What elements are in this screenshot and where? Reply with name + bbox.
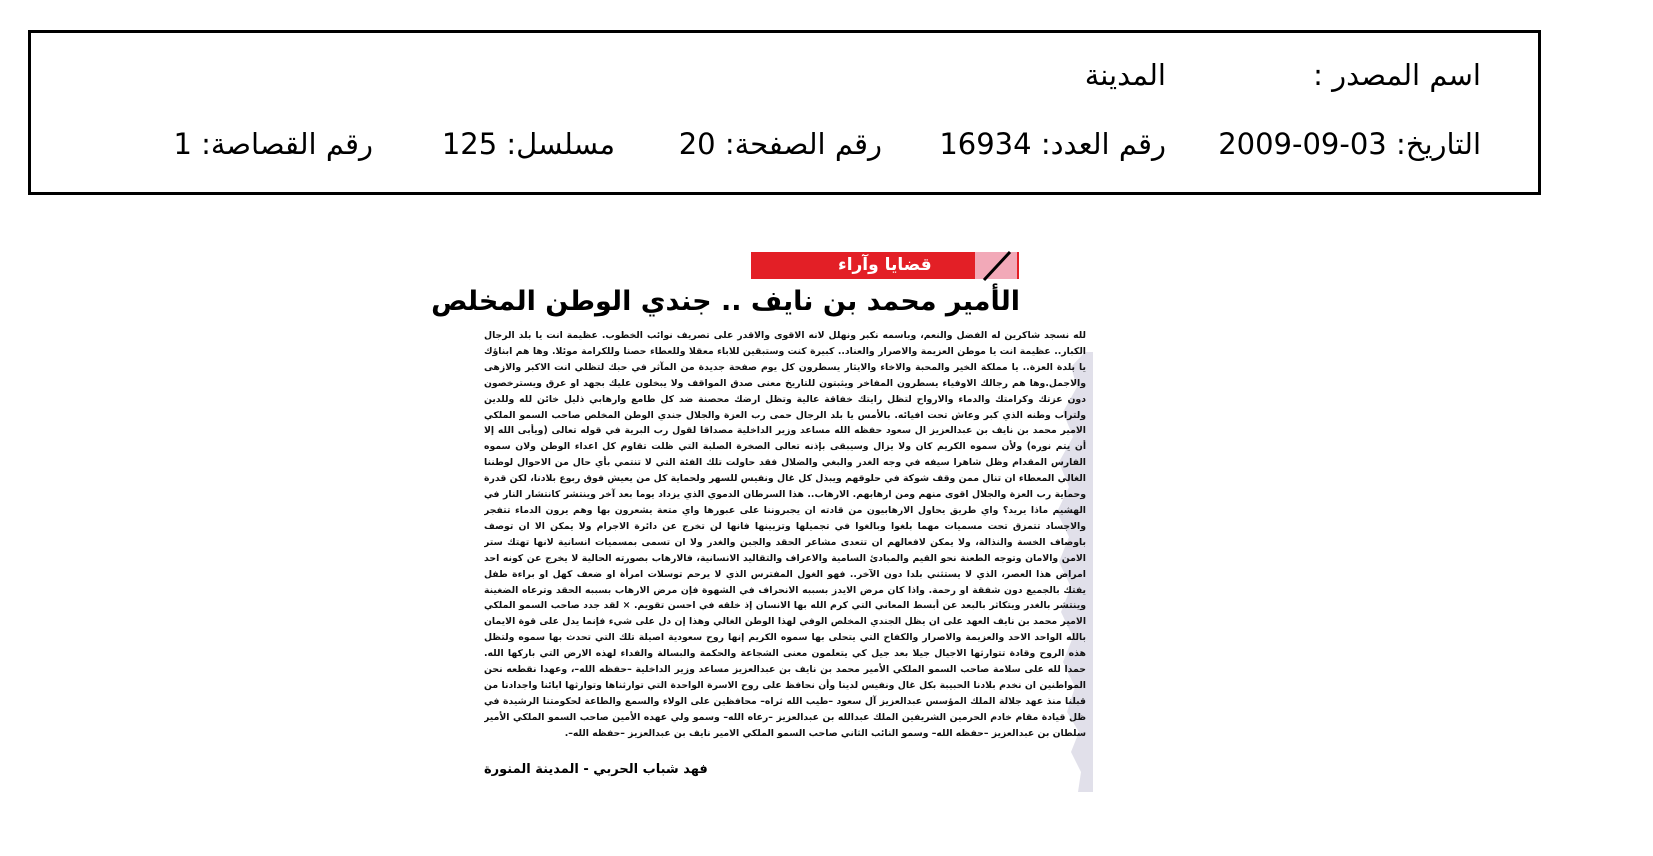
serial-field <box>441 127 615 161</box>
article-body: لله نسجد شاكرين له الفضل والنعم، وباسمه نكبر ونهلل لانه الاقوى والاقدر على تصريف نوائب الخطوب. عظيمة انت يا بلد الرجال الكبار.. عظيمة انت يا موطن العزيمة والاصرار والعناد.. كبيرة كنت وستبقين للاباء معقلا وللعطاء حصنا وللكرامة موئلا. وها هم ابناؤك يا بلدة العزة.. يا مملكة الخير والمحبة والاخاء والايثار يسطرون كل يوم صفحة جديدة من المآثر في حبك لتظلي انت الاكبر والازهى والاجمل.وها هم رجالك الاوفياء يسطرون المفاخر ويثبتون للتاريخ معنى صدق المواقف ولا يبخلون عليك بجهد او عرق ويسترخصون دون عزتك وكرامتك والدماء والارواح لتظل رايتك خفاقة عالية وتظل ارضك محصنة ضد كل طامع وارهابي ذليل خائن لله وللدين ولتراب وطنه الذي كبر وعاش تحت افيائه. بالأمس يا بلد الرجال حمى رب العزة والجلال جندي الوطن المخلص صاحب السمو الملكي الامير محمد بن نايف بن عبدالعزيز ال سعود حفظه الله مساعد وزير الداخلية مصداقا لقول رب البرية في قوله تعالى (ويأبى الله إلا أن يتم نوره) ولأن سموه الكريم كان ولا يزال وسيبقى بإذنه تعالى الصخرة الصلبة التي ظلت تقاوم كل اعداء الوطن ولان سموه الفارس المقدام وظل شاهرا سيفه في وجه الغدر والبغي والضلال فقد حاولت تلك الفئة التي لا تنتمي بأي حال من الاحوال لوطننا الغالي المعطاء ان تنال ممن وقف شوكة في حلوقهم ويبذل كل غال ونفيس للسهر ولحماية كل من يعيش فوق ربوع بلادنا، لكن قدرة وحماية رب العزة والجلال اقوى منهم ومن ارهابهم. الارهاب.. هذا السرطان الدموي الذي يزداد يوما بعد آخر وينتشر كانتشار النار في الهشيم ماذا يريد؟ واي طريق يحاول الارهابيون من قادته ان يجبروننا على عبورها واي متعة يشعرون بها وهم يرون الدماء تتفجر والاجساد تتمزق تحت مسميات مهما بلغوا وبالغوا في تجميلها وتزيينها فانها لن تخرج عن دائرة الاجرام ولا يمكن الا ان توصف باوصاف الخسة والنذالة، ولا يمكن لافعالهم ان تتعدى مشاعر الحقد والجبن والغدر ولا ان تسمى بمسميات انسانية لانها تهتك ستر الامن والامان وتوجه الطعنة نحو القيم والمبادئ السامية والاعراف والتقاليد الانسانية، فالارهاب بصورته الحالية لا يخرج عن كونه احد امراض هذا العصر، الذي لا يستثني بلدا دون الآخر.. فهو الغول المفترس الذي لا يرحم توسلات امرأة او ضعف كهل او براءة طفل يفتك بالجميع دون شفقة او رحمة. واذا كان مرض الايدز بسببه الانحراف في الشهوة فإن مرض الارهاب بسببه الحقد وترعاه الضغينة وينتشر بالغدر ويتكاثر بالبعد عن أبسط المعاني التي كرم الله بها الانسان إذ خلقه في احسن تقويم. × لقد جدد صاحب السمو الملكي الامير محمد بن نايف العهد على ان يظل الجندي المخلص الوفي لهذا الوطن الغالي وهذا إن دل على شيء فإنما يدل على قوة الايمان بالله الواحد الاحد والعزيمة والاصرار والكفاح التي يتحلى بها سموه الكريم إنها روح سعودية اصيلة تلك التي تحدث بها سموه ولتظل هذه الروح وقادة تتوارثها الاجيال جيلا بعد جيل كي يتعلمون معنى الشجاعة والحكمة والبسالة والفداء لهذه الارض التي باركها الله. حمدا لله على سلامة صاحب السمو الملكي الأمير محمد بن نايف بن عبدالعزيز مساعد وزير الداخلية –حفظه الله–، وعهدا نقطعه نحن المواطنين ان نخدم بلادنا الحبيبة بكل غال ونفيس لدينا وأن نحافظ على روح الاسرة الواحدة التي توارثناها وتوارثها ابائنا واجدادنا من قبلنا منذ عهد جلالة الملك المؤسس عبدالعزيز آل سعود –طيب الله ثراه– محافظين على الولاء والسمع والطاعة لحكومتنا الرشيدة في ظل قيادة مقام خادم الحرمين الشريفين الملك عبدالله بن عبدالعزيز –رعاه الله– وسمو ولي عهده الأمين صاحب السمو الملكي الأمير سلطان بن عبدالعزيز –حفظه الله– وسمو النائب الثاني صاحب السمو الملكي الامير نايف بن عبدالعزيز –حفظه الله–. <box>484 330 1086 739</box>
serial-label: مسلسل: <box>506 127 615 161</box>
date-field <box>1218 127 1481 161</box>
article-author: فهد شباب الحربي - المدينة المنورة <box>484 762 708 777</box>
source-label: اسم المصدر : <box>1313 58 1481 92</box>
page-value: 20 <box>678 127 716 161</box>
date-label: التاريخ: <box>1395 127 1481 161</box>
page-label: رقم الصفحة: <box>724 127 882 161</box>
article-headline: الأمير محمد بن نايف .. جندي الوطن المخلص <box>431 286 1020 317</box>
serial-value: 125 <box>441 127 498 161</box>
clipping-metadata-box <box>28 30 1541 195</box>
slash-icon <box>978 248 1014 282</box>
page-field <box>678 127 882 161</box>
clip-number-value: 1 <box>173 127 192 161</box>
section-label: قضايا وآراء <box>838 255 932 275</box>
newspaper-clipping <box>431 232 1090 792</box>
clip-number-label: رقم القصاصة: <box>201 127 373 161</box>
clip-number-field <box>173 127 373 161</box>
issue-value: 16934 <box>939 127 1032 161</box>
source-value: المدينة <box>1084 58 1166 92</box>
issue-field <box>939 127 1166 161</box>
date-value: 2009-09-03 <box>1218 127 1387 161</box>
issue-label: رقم العدد: <box>1040 127 1166 161</box>
